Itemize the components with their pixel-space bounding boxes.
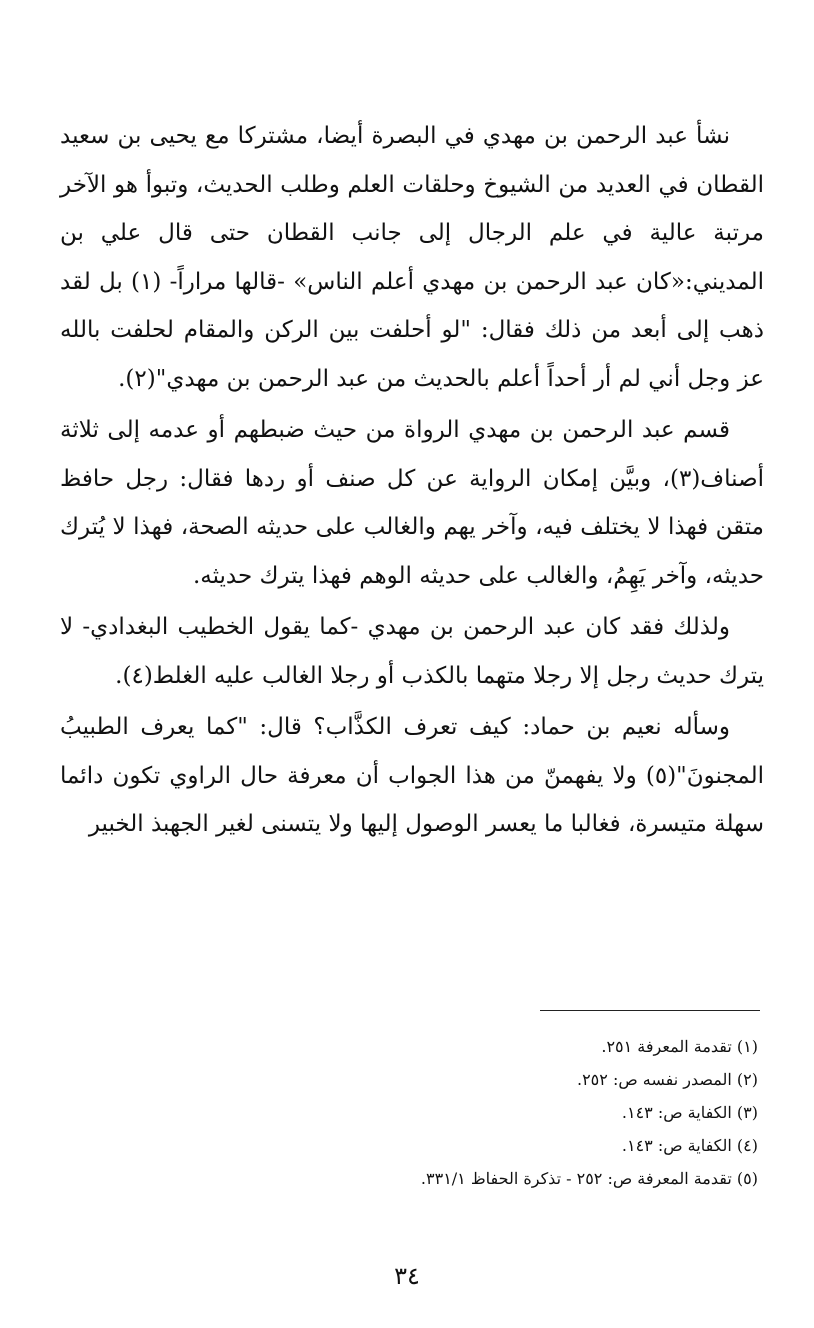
footnotes bbox=[300, 1030, 758, 1195]
footnote-1: (١) تقدمة المعرفة ٢٥١. bbox=[601, 1037, 758, 1056]
paragraph-1: نشأ عبد الرحمن بن مهدي في البصرة أيضا، مشتركا مع يحيى بن سعيد القطان في العديد من الشيوخ وحلقات العلم وطلب الحديث، وتبوأ هو الآخر مرتبة عالية في علم الرجال إلى جانب القطان حتى قال علي بن المديني:«كان عبد الرحمن بن مهدي أعلم الناس» -قالها مراراً- (١) بل لقد ذهب إلى أبعد من ذلك فقال: "لو أحلفت بين الركن والمقام لحلفت بالله عز وجل أني لم أر أحداً أعلم بالحديث من عبد الرحمن بن مهدي"(٢). bbox=[60, 123, 764, 392]
footnote-3: (٣) الكفاية ص: ١٤٣. bbox=[621, 1103, 758, 1122]
footnote-4: (٤) الكفاية ص: ١٤٣. bbox=[621, 1136, 758, 1155]
paragraph-4: وسأله نعيم بن حماد: كيف تعرف الكذَّاب؟ قال: "كما يعرف الطبيبُ المجنونَ"(٥) ولا يفهمنّ من هذا الجواب أن معرفة حال الراوي تكون دائما سهلة متيسرة، فغالبا ما يعسر الوصول إليها ولا يتسنى لغير الجهبذ الخبير bbox=[60, 714, 764, 837]
main-text bbox=[60, 112, 764, 852]
paragraph-2: قسم عبد الرحمن بن مهدي الرواة من حيث ضبطهم أو عدمه إلى ثلاثة أصناف(٣)، وبيَّن إمكان الرواية عن كل صنف أو ردها فقال: رجل حافظ متقن فهذا لا يختلف فيه، وآخر يهم والغالب على حديثه الصحة، فهذا لا يُترك حديثه، وآخر يَهِمُ، والغالب على حديثه الوهم فهذا يترك حديثه. bbox=[60, 417, 764, 589]
footnote-2: (٢) المصدر نفسه ص: ٢٥٢. bbox=[576, 1070, 758, 1089]
footnote-5: (٥) تقدمة المعرفة ص: ٢٥٢ - تذكرة الحفاظ ٣٣١/١. bbox=[420, 1169, 758, 1188]
paragraph-3: ولذلك فقد كان عبد الرحمن بن مهدي -كما يقول الخطيب البغدادي- لا يترك حديث رجل إلا رجلا متهما بالكذب أو رجلا الغالب عليه الغلط(٤). bbox=[60, 614, 764, 689]
footnote-separator bbox=[540, 1010, 760, 1011]
page-number: ٣٤ bbox=[394, 1262, 420, 1290]
